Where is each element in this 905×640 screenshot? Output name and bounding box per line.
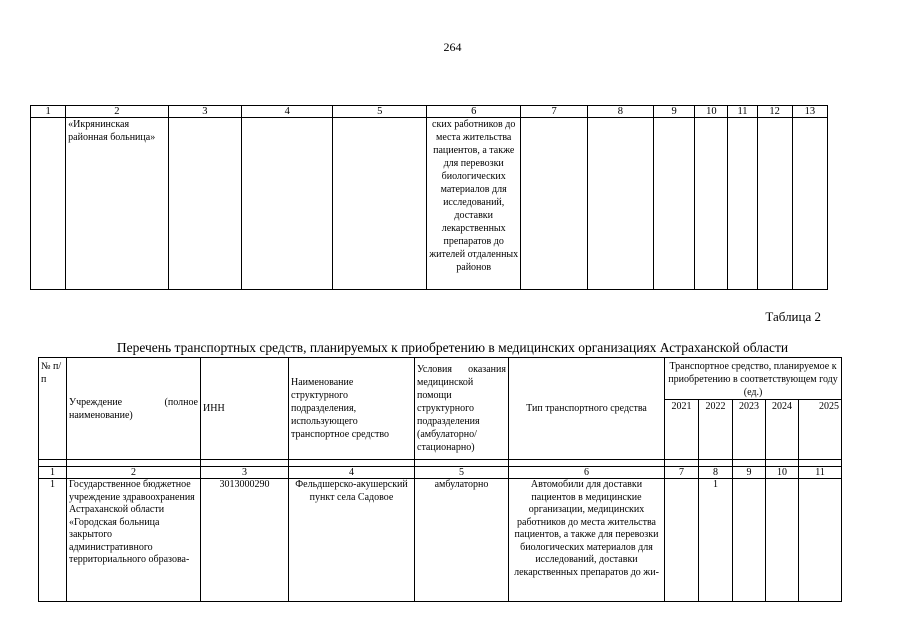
year-2024: 2024 xyxy=(766,400,799,460)
col-num: 7 xyxy=(521,106,587,118)
header-conditions: Условия оказания медицинской помощи структурного подразделения (амбулаторно/стационарно) xyxy=(415,358,509,460)
table-row xyxy=(31,118,828,290)
col-num: 2 xyxy=(67,467,201,479)
col-num: 12 xyxy=(757,106,792,118)
col-num: 1 xyxy=(31,106,66,118)
continuation-table xyxy=(30,105,828,290)
header-planned: Транспортное средство, планируемое к приобретению в соответствующем году (ед.) xyxy=(665,358,842,400)
unit-cell: Фельдшерско-акушерский пункт села Садовое xyxy=(289,479,415,602)
year-2021: 2021 xyxy=(665,400,699,460)
column-number-row xyxy=(31,106,828,118)
col-num: 10 xyxy=(766,467,799,479)
col-num: 9 xyxy=(654,106,695,118)
page-number: 264 xyxy=(443,40,462,54)
col-num: 1 xyxy=(39,467,67,479)
col-num: 8 xyxy=(587,106,653,118)
column-number-row xyxy=(39,467,842,479)
year-2022: 2022 xyxy=(699,400,733,460)
col-num: 11 xyxy=(728,106,757,118)
header-vehicle-type: Тип транспортного средства xyxy=(509,358,665,460)
header-unit: Наименование структурного подразделения, использующего транспортное средство xyxy=(289,358,415,460)
year-cell xyxy=(799,479,842,602)
col-num: 4 xyxy=(242,106,333,118)
institution-cell: «Икрянинская районная больница» xyxy=(66,118,169,290)
col-num: 7 xyxy=(665,467,699,479)
table-label: Таблица 2 xyxy=(765,309,821,324)
year-2023: 2023 xyxy=(733,400,766,460)
header-num: № п/п xyxy=(39,358,67,460)
col-num: 6 xyxy=(426,106,520,118)
row-num: 1 xyxy=(39,479,67,602)
year-cell xyxy=(665,479,699,602)
table-row xyxy=(39,479,842,602)
purpose-cell: ских работников до места жительства пациентов, а также для перевозки биологических материалов для исследований, доставки лекарственных препаратов до жителей отдаленных районов xyxy=(426,118,520,290)
year-cell xyxy=(733,479,766,602)
conditions-cell: амбулаторно xyxy=(415,479,509,602)
col-num: 2 xyxy=(66,106,169,118)
col-num: 5 xyxy=(415,467,509,479)
vehicles-table xyxy=(38,357,842,602)
year-cell xyxy=(766,479,799,602)
header-row xyxy=(39,358,842,400)
col-num: 4 xyxy=(289,467,415,479)
inn-cell: 3013000290 xyxy=(201,479,289,602)
header-inn: ИНН xyxy=(201,358,289,460)
col-num: 3 xyxy=(168,106,241,118)
col-num: 3 xyxy=(201,467,289,479)
col-num: 11 xyxy=(799,467,842,479)
year-2025: 2025 xyxy=(799,400,842,460)
year-cell: 1 xyxy=(699,479,733,602)
institution-cell: Государственное бюджетное учреждение здравоохранения Астраханской области «Городская больница закрытого административного территориального образова- xyxy=(67,479,201,602)
col-num: 5 xyxy=(333,106,426,118)
col-num: 13 xyxy=(792,106,827,118)
col-num: 10 xyxy=(695,106,728,118)
col-num: 8 xyxy=(699,467,733,479)
col-num: 9 xyxy=(733,467,766,479)
header-institution: Учреждение (полное наименование) xyxy=(67,358,201,460)
col-num: 6 xyxy=(509,467,665,479)
table-title: Перечень транспортных средств, планируемых к приобретению в медицинских организациях Астраханской области xyxy=(116,340,789,355)
vehicle-type-cell: Автомобили для доставки пациентов в медицинские организации, медицинских работников до места жительства пациентов, а также для перевозки биологических материалов для исследований, доставки лекарственных препаратов до жи- xyxy=(509,479,665,602)
